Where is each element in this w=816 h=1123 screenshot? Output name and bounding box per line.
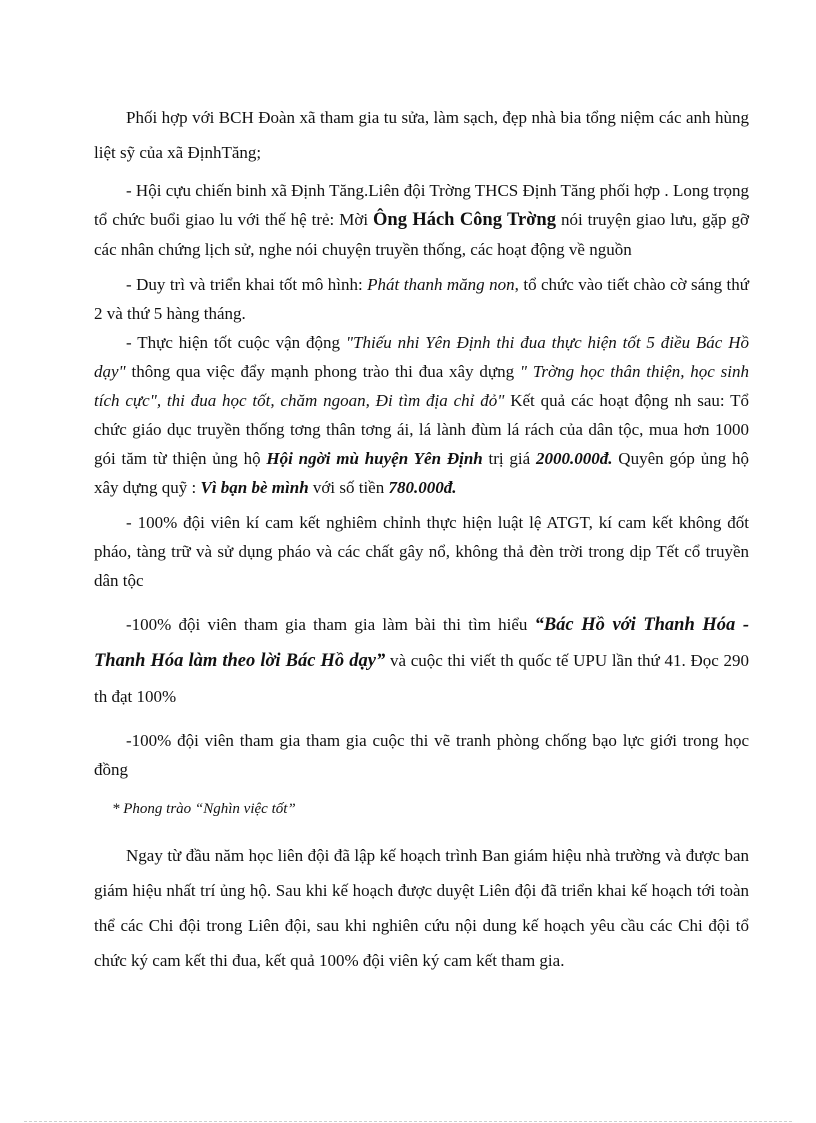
paragraph-5 (94, 508, 749, 595)
section-subheading: * Phong trào “Nghìn việc tốt” (112, 801, 296, 817)
paragraph-2-text-end: nói truyện giao lưu, gặp gỡ các nhân chứng lịch sử, nghe nói chuyện truyền thống, các hoạt động về nguồn (94, 210, 749, 259)
paragraph-5-text: - 100% đội viên kí cam kết nghiêm chỉnh thực hiện luật lệ ATGT, kí cam kết không đốt pháo, tàng trữ và sử dụng pháo và các chất gây nổ, không thả đèn trời trong dịp Tết cổ truyền dân tộc (94, 513, 749, 590)
guest-name: Ông Hách Công Trờng (373, 210, 556, 230)
paragraph-4-text-2: thông qua việc đẩy mạnh phong trào thi đua xây dựng (125, 362, 520, 381)
association-name: Hội ngời mù huyện Yên Định (266, 449, 483, 468)
campaign-name: "Thiếu nhi Yên Định thi đua thực hiện tốt 5 điều Bác Hồ dạy" (94, 333, 749, 381)
paragraph-3 (94, 270, 749, 328)
paragraph-4 (94, 328, 749, 502)
paragraph-6 (94, 607, 749, 714)
paragraph-2-text: - Hội cựu chiến binh xã Định Tăng.Liên đội Trờng THCS Định Tăng phối hợp . Long trọng tổ chức buổi giao lu với thế hệ trẻ: Mời (94, 181, 749, 229)
paragraph-8-text: Ngay từ đầu năm học liên đội đã lập kế hoạch trình Ban giám hiệu nhà trường và được ban giám hiệu nhất trí ủng hộ. Sau khi kế hoạch được duyệt Liên đội đã triển khai kế hoạch tới toàn thể các Chi đội trong Liên đội, sau khi nghiên cứu nội dung kế hoạch yêu cầu các Chi đội tổ chức ký cam kết thi đua, kết quả 100% đội viên ký cam kết tham gia. (94, 846, 749, 970)
paragraph-7 (94, 726, 749, 784)
paragraph-4-text-3: Kết quả các hoạt động nh sau: Tổ chức giáo dục truyền thống tơng thân tơng ái, lá lành đùm lá rách của dân tộc, mua hơn 1000 gói tăm từ thiện ủng hộ (94, 391, 750, 468)
paragraph-4-text-4: trị giá (482, 449, 536, 468)
paragraph-1-text: Phối hợp với BCH Đoàn xã tham gia tu sửa, làm sạch, đẹp nhà bia tổng niệm các anh hùng liệt sỹ của xã ĐịnhTăng; (94, 108, 749, 162)
paragraph-3-text-end: , tổ chức vào tiết chào cờ sáng thứ 2 và thứ 5 hàng tháng. (94, 275, 749, 323)
fund-name: Vì bạn bè mình (200, 478, 309, 497)
paragraph-4-text-5: Quyên góp ủng hộ xây dựng quỹ : (94, 449, 749, 497)
program-name: Phát thanh măng non (367, 275, 515, 294)
paragraph-4-text-6: với số tiền (308, 478, 389, 497)
amount-2: 780.000đ. (388, 478, 457, 497)
paragraph-8 (94, 838, 749, 978)
paragraph-1 (94, 100, 749, 170)
paragraph-7-text: -100% đội viên tham gia tham gia cuộc thi vẽ tranh phòng chống bạo lực giới trong học đồng (94, 731, 749, 779)
paragraph-4-text: - Thực hiện tốt cuộc vận động (126, 333, 346, 352)
paragraph-6-text-end: và cuộc thi viết th quốc tế UPU lần thứ 41. Đọc 290 th đạt 100% (94, 651, 749, 706)
page-bottom-divider (24, 1121, 792, 1122)
contest-name: “Bác Hồ với Thanh Hóa - Thanh Hóa làm theo lời Bác Hồ dạy” (94, 615, 749, 671)
paragraph-2 (94, 176, 749, 264)
amount-1: 2000.000đ. (536, 449, 613, 468)
movement-name: " Trờng học thân thiện, học sinh tích cực", thi đua học tốt, chăm ngoan, Đi tìm địa chỉ đỏ" (94, 362, 749, 410)
document-page (94, 100, 749, 978)
paragraph-3-text: - Duy trì và triển khai tốt mô hình: (126, 275, 368, 294)
paragraph-6-text: -100% đội viên tham gia tham gia làm bài thi tìm hiểu (126, 615, 535, 634)
